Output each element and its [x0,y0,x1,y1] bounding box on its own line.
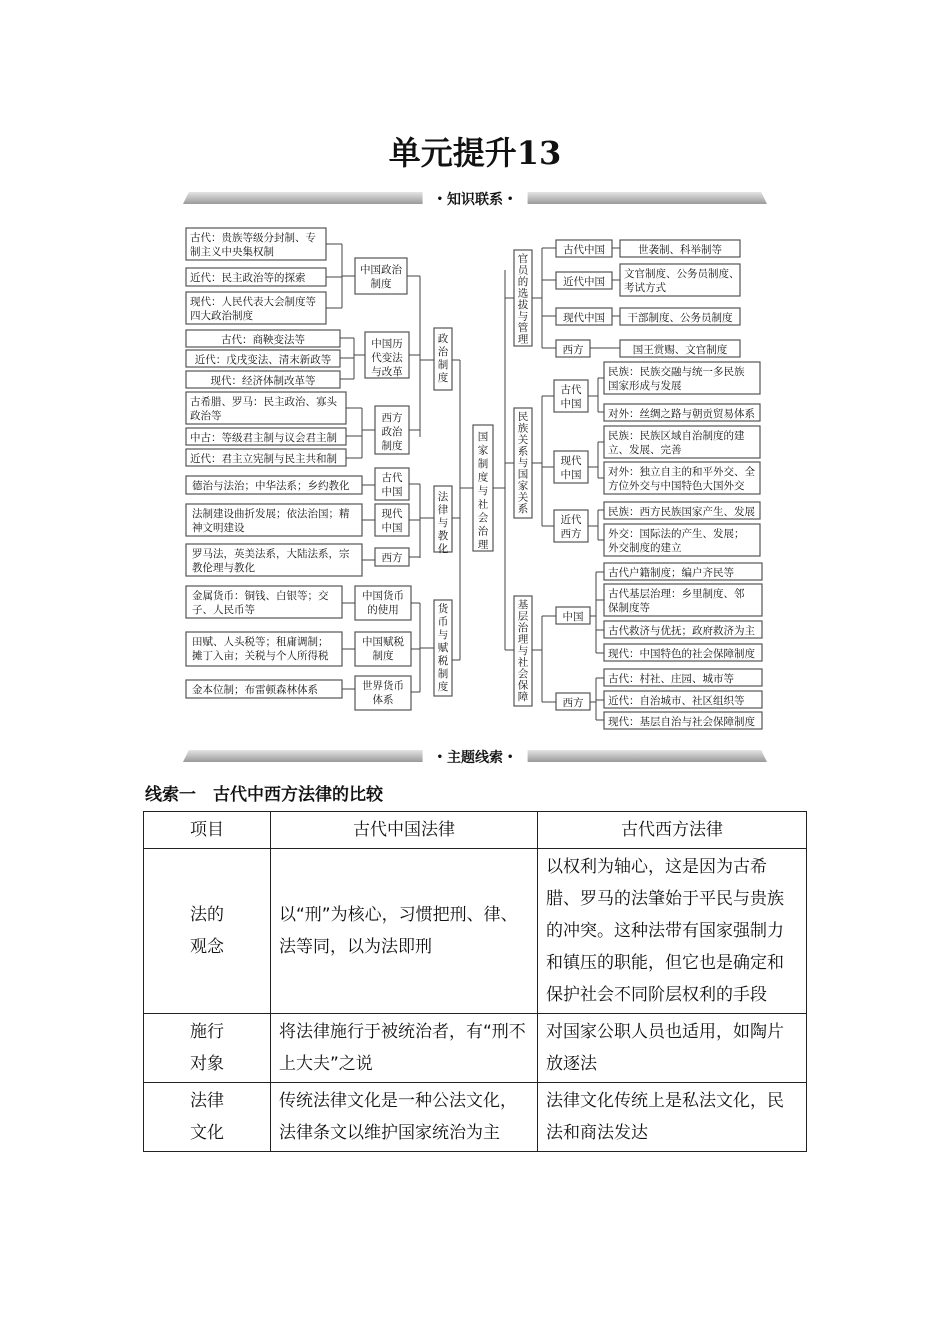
branch-grassroots-label: 会 [517,668,529,680]
branch-law-label: 律 [437,504,449,516]
officials-item: 文官制度、公务员制度、 [624,268,740,280]
money-world-label: 体系 [372,694,394,706]
politics-china-item: 古代：贵族等级分封制、专 [190,232,316,244]
branch-officials-label: 的 [517,276,529,288]
officials-label: 西方 [562,344,584,356]
branch-law-label: 教 [437,530,449,542]
table-header: 古代中国法律 [271,812,538,849]
row-west: 对国家公职人员也适用，如陶片放逐法 [538,1014,807,1083]
row-key: 法的 观念 [144,849,271,1014]
row-china: 以“刑”为核心，习惯把刑、律、法等同，以为法即刑 [271,849,538,1014]
ethnic-ancient-label: 古代 [560,384,582,396]
ethnic-item: 对外：独立自主的和平外交、全 [608,466,755,478]
branch-law-label: 化 [437,543,449,555]
branch-ethnic-label: 关 [517,491,529,504]
money-coin-label: 中国货币 [362,590,404,602]
officials-label: 近代中国 [563,276,605,288]
row-key: 施行 对象 [144,1014,271,1083]
clue-heading: 线索一 古代中西方法律的比较 [145,785,383,805]
grassroots-china-item: 古代救济与优抚；政府救济为主 [608,625,755,637]
grassroots-west-label: 西方 [562,697,584,709]
row-west: 法律文化传统上是私法文化，民法和商法发达 [538,1083,807,1152]
ethnic-west-label: 西方 [560,528,582,540]
branch-officials-label: 拔 [517,299,529,311]
row-china: 传统法律文化是一种公法文化，法律条文以维护国家统治为主 [271,1083,538,1152]
ethnic-item: 民族：民族区域自治制度的建 [608,430,745,442]
branch-money-label: 赋 [437,642,449,654]
branch-politics-label: 政 [437,333,449,345]
ethnic-item: 民族：西方民族国家产生、发展 [608,506,755,518]
branch-law-label: 法 [437,491,449,503]
ethnic-west-label: 近代 [560,514,582,526]
politics-china-item: 近代：民主政治等的探索 [190,272,306,284]
politics-west-item: 政治等 [190,410,222,422]
money-coin-label: 的使用 [367,604,399,616]
grassroots-china-item: 古代户籍制度；编户齐民等 [608,567,734,579]
politics-west-label: 制度 [381,440,403,452]
branch-grassroots-label: 保 [517,679,529,692]
branch-officials-label: 选 [517,287,529,300]
branch-ethnic-label: 族 [517,422,529,435]
grassroots-west-item: 古代：村社、庄园、城市等 [608,673,734,685]
officials-item: 世袭制、科举制等 [638,244,722,256]
law-modern-item: 法制建设曲折发展；依法治国；精 [192,508,350,520]
ethnic-ancient-label: 中国 [560,398,582,410]
table-row [144,849,807,1014]
banner-label: • 主题线索 • [423,747,528,767]
ethnic-item: 民族：民族交融与统一多民族 [608,366,745,378]
grassroots-china-item: 古代基层治理：乡里制度、邻 [608,588,745,600]
branch-officials-label: 官 [517,253,529,265]
law-modern-label: 现代 [381,508,403,520]
branch-money-label: 与 [437,629,449,641]
table-row [144,1014,807,1083]
money-tax-item: 田赋、人头税等；租庸调制； [192,636,329,648]
law-ancient-label: 中国 [381,486,403,498]
section-banner-knowledge [183,190,767,208]
money-tax-label: 中国赋税 [362,636,404,648]
section-banner-clues [183,748,767,766]
law-modern-item: 神文明建设 [192,522,245,534]
table-row [144,1083,807,1152]
politics-reform-label: 中国历 [371,338,403,350]
grassroots-west-item: 近代：自治城市、社区组织等 [608,695,745,707]
officials-item: 干部制度、公务员制度 [627,312,733,324]
page-title: 单元提升13 [388,134,562,172]
branch-grassroots-label: 与 [517,645,529,657]
politics-reform-item: 近代：戊戌变法、清末新政等 [194,354,332,366]
politics-reform-item: 古代：商鞅变法等 [221,334,305,346]
politics-reform-label: 代变法 [371,352,403,364]
grassroots-china-item: 保制度等 [608,602,650,614]
branch-politics-label: 治 [437,346,449,358]
money-world-item: 金本位制；布雷顿森林体系 [192,684,318,696]
table-header: 古代西方法律 [538,812,807,849]
row-china: 将法律施行于被统治者，有“刑不上大夫”之说 [271,1014,538,1083]
politics-west-item: 近代：君主立宪制与民主共和制 [190,453,337,465]
branch-officials-label: 管 [517,322,529,334]
knowledge-mindmap [180,220,780,740]
ethnic-modern-label: 现代 [560,455,582,467]
banner-label: • 知识联系 • [423,189,528,209]
politics-china-label: 制度 [370,278,392,290]
branch-ethnic-label: 民 [517,411,529,423]
officials-item: 国王赏赐、文官制度 [632,344,728,356]
money-world-label: 世界货币 [362,680,404,692]
money-tax-label: 制度 [372,650,394,662]
branch-ethnic-label: 系 [517,503,529,515]
ethnic-item: 方位外交与中国特色大国外交 [608,480,745,492]
grassroots-china-label: 中国 [562,611,584,623]
politics-west-label: 政治 [381,426,403,438]
branch-ethnic-label: 国 [517,468,529,481]
comparison-table [143,811,807,1152]
ethnic-item: 国家形成与发展 [608,380,682,392]
branch-money-label: 货 [437,603,449,615]
branch-law-label: 与 [437,517,449,529]
mindmap-root-label [478,431,489,551]
mindmap-root-char: 制 [477,458,489,470]
branch-officials-label: 理 [517,333,529,346]
politics-west-label: 西方 [381,412,403,424]
table-header: 项目 [144,812,271,849]
law-modern-label: 中国 [381,522,403,534]
politics-china-label: 中国政治 [360,264,402,276]
law-west-item: 罗马法，英美法系，大陆法系，宗 [192,548,350,560]
law-ancient-label: 古代 [381,472,403,484]
law-west-label: 西方 [381,552,403,564]
mindmap-root-char: 社 [477,498,489,511]
branch-officials-label: 员 [517,264,529,277]
mindmap-root-char: 国 [477,431,489,443]
money-coin-item: 金属货币：铜钱、白银等；交 [192,590,329,602]
branch-money-label: 制 [437,668,449,680]
branch-grassroots-label: 治 [517,622,529,634]
politics-china-item: 现代：人民代表大会制度等 [190,296,316,308]
ethnic-item: 外交制度的建立 [608,542,682,554]
branch-ethnic-label: 家 [517,480,529,492]
officials-label: 现代中国 [563,312,605,324]
ethnic-item: 对外：丝绸之路与朝贡贸易体系 [608,408,755,420]
ethnic-item: 立、发展、完善 [608,444,682,456]
mindmap-root-char: 会 [477,512,489,524]
officials-label: 古代中国 [563,244,605,256]
grassroots-west-item: 现代：基层自治与社会保障制度 [608,716,755,728]
law-ancient-item: 德治与法治；中华法系；乡约教化 [192,480,350,492]
branch-ethnic-label: 关 [517,434,529,446]
branch-officials-label: 与 [517,310,529,323]
money-coin-item: 子、人民币等 [192,604,255,616]
grassroots-china-item: 现代：中国特色的社会保障制度 [608,648,755,660]
ethnic-item: 外交：国际法的产生、发展； [608,528,745,540]
politics-reform-label: 与改革 [371,366,403,378]
money-tax-item: 摊丁入亩；关税与个人所得税 [192,650,329,662]
mindmap-root-char: 度 [477,471,489,484]
branch-money-label: 税 [437,655,449,667]
branch-money-label: 币 [437,616,449,628]
mindmap-root-char: 治 [477,525,489,538]
branch-grassroots-label: 社 [517,656,529,669]
politics-china-item: 四大政治制度 [190,310,253,322]
mindmap-root-char: 家 [477,444,489,457]
branch-grassroots-label: 基 [517,599,529,611]
politics-west-item: 古希腊、罗马：民主政治、寡头 [190,396,337,408]
politics-china-item: 制主义中央集权制 [190,246,274,258]
branch-politics-label: 制 [437,359,449,371]
branch-money-label: 度 [437,681,449,693]
politics-west-item: 中古：等级君主制与议会君主制 [190,432,337,444]
branch-ethnic-label: 系 [517,445,529,458]
branch-ethnic-label: 与 [517,457,529,469]
row-key: 法律 文化 [144,1083,271,1152]
mindmap-root-char: 理 [477,539,489,551]
table-header-row [144,812,807,849]
branch-politics-label: 度 [437,372,449,384]
law-west-item: 教伦理与教化 [192,562,255,574]
mindmap-root-char: 与 [477,485,489,497]
row-west: 以权利为轴心，这是因为古希腊、罗马的法肇始于平民与贵族的冲突。这种法带有国家强制力和镇压的职能，但它也是确定和保护社会不同阶层权利的手段 [538,849,807,1014]
officials-item: 考试方式 [624,282,666,294]
branch-grassroots-label: 障 [517,691,529,703]
politics-reform-item: 现代：经济体制改革等 [210,375,316,387]
branch-grassroots-label: 层 [517,610,529,623]
ethnic-modern-label: 中国 [560,469,582,481]
branch-grassroots-label: 理 [517,633,529,646]
